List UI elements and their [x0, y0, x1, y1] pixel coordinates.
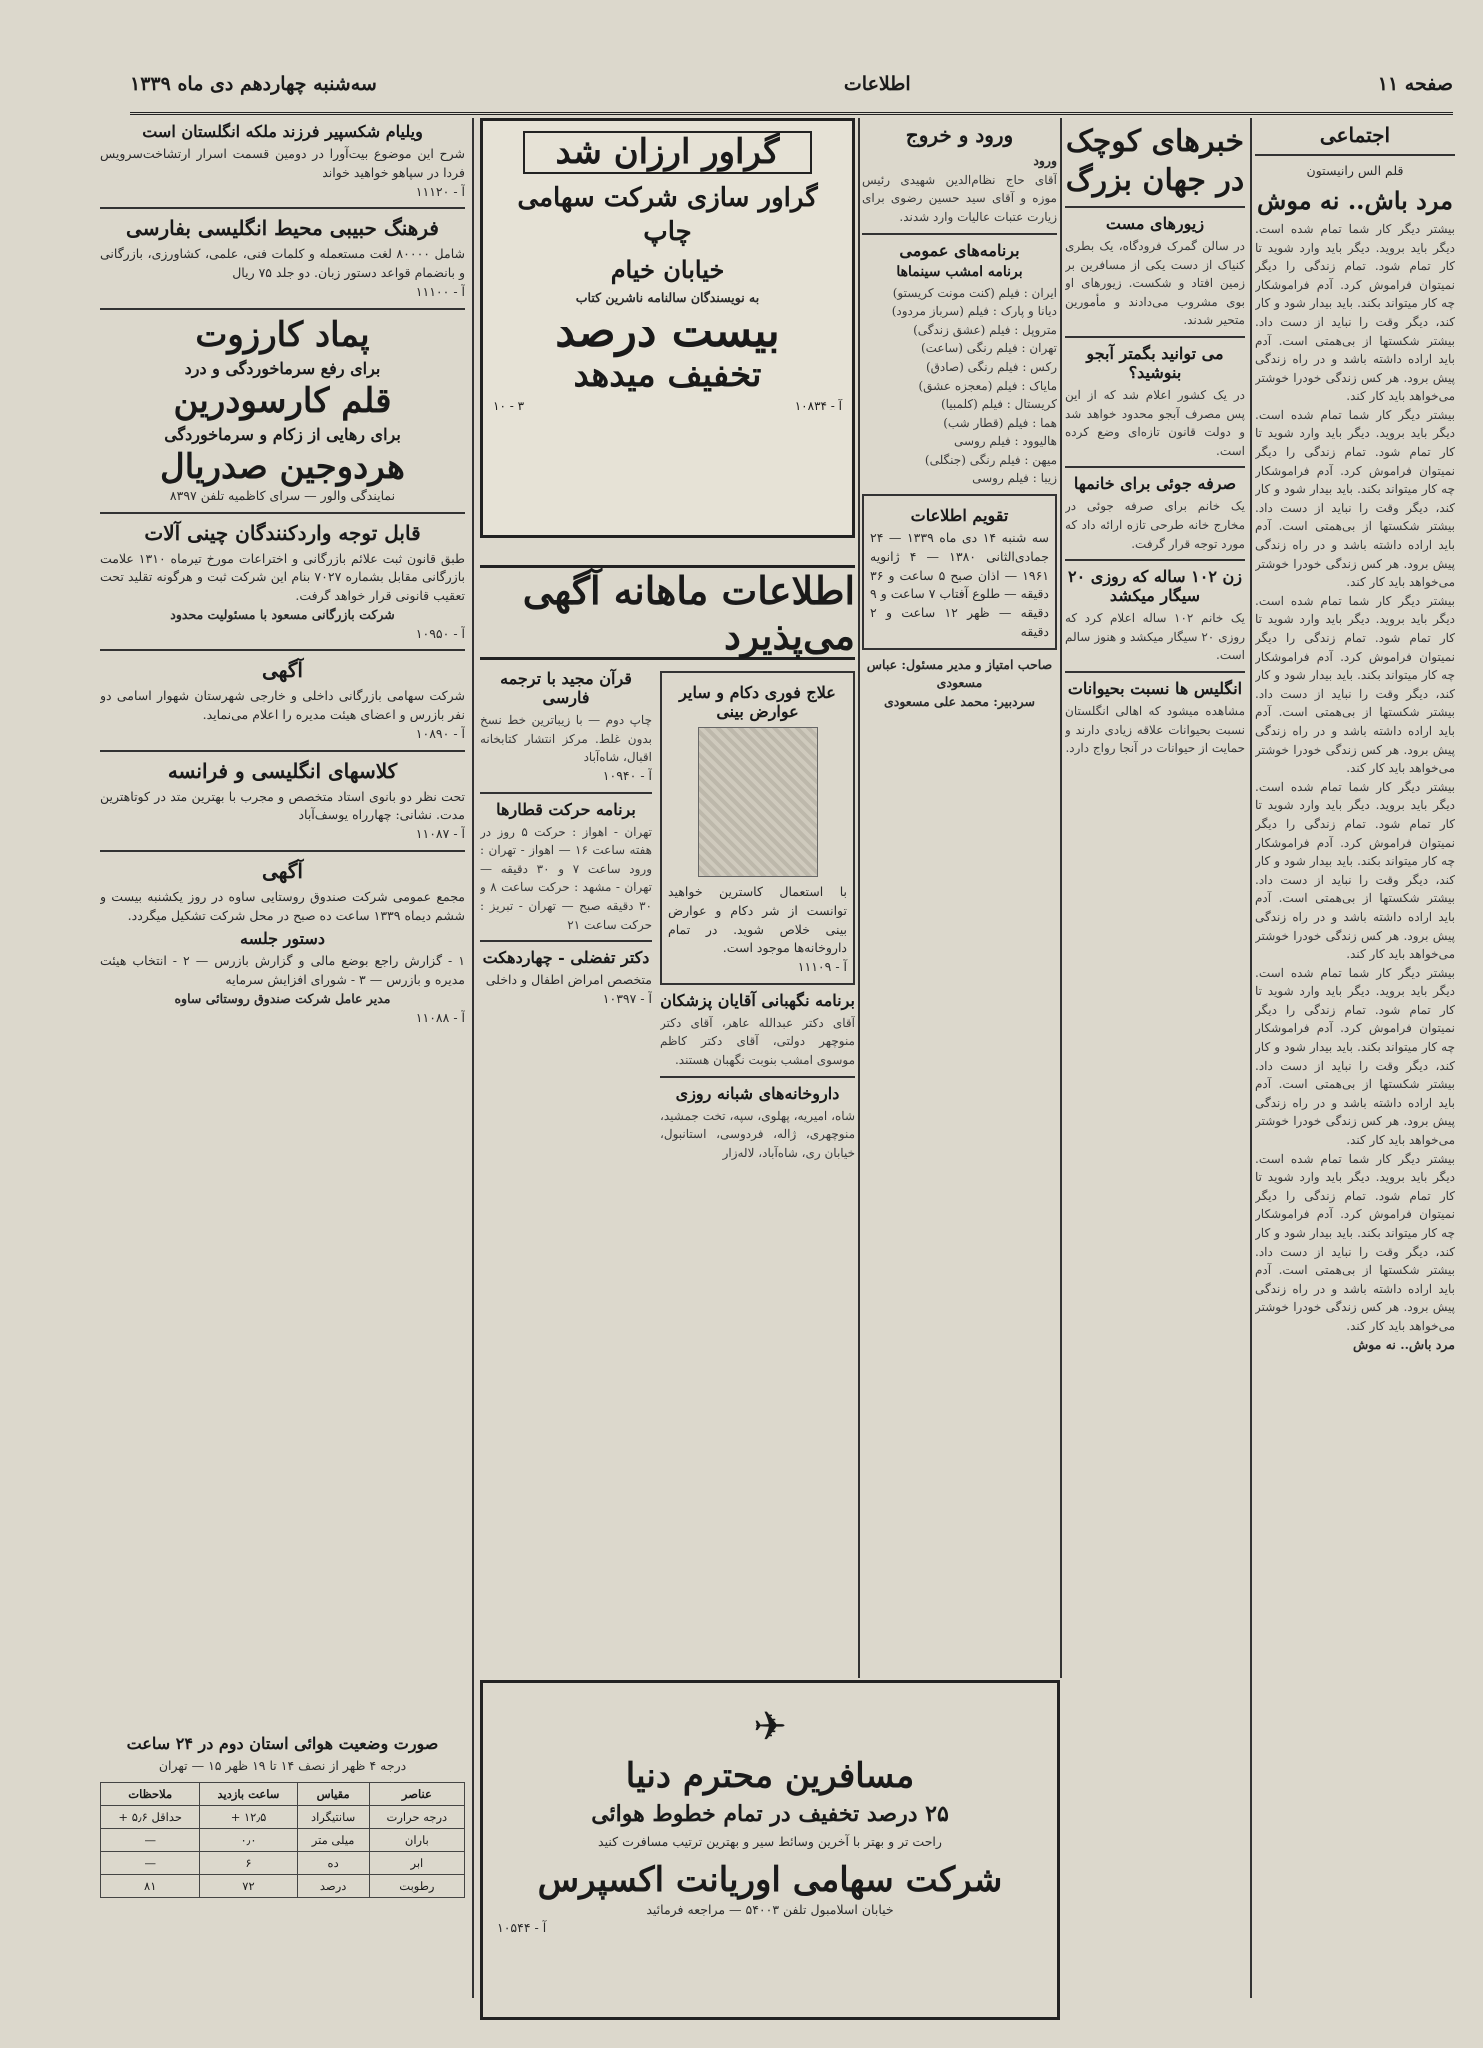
ad-body: شرح این موضوع بیت‌آورا در دومین قسمت اسرار ارتشاخت‌سرویس فردا در سپاهو خواهید خواند — [100, 146, 465, 180]
remedy-body: با استعمال کاسترین خواهید توانست از شر دکام و عوارض بینی خلاص شوید. در تمام داروخانه‌ها موجود است. — [668, 884, 847, 956]
subsection: ورود — [1033, 153, 1057, 168]
column-rule — [1250, 118, 1252, 1998]
quran-ref: آ - ۱۰۹۴۰ — [602, 767, 652, 783]
ad-body: شرکت سهامی بازرگانی داخلی و خارجی شهرستان شهوار اسامی دو نفر بازرس و اعضای هیئت مدیره را اعلام می‌نماید. — [100, 688, 465, 723]
cinema-item: تهران : فیلم رنگی (ساعت) — [920, 341, 1057, 356]
doctor-ad-body: متخصص امراض اطفال و داخلی — [485, 972, 652, 988]
editor: سردبیر: محمد علی مسعودی — [883, 694, 1035, 710]
trains-title: برنامه حرکت قطارها — [496, 799, 636, 819]
table-header: ساعت بازدید — [200, 1782, 297, 1805]
ad-title: پماد کارزوت — [195, 314, 370, 355]
remedy-ref: آ - ۱۱۱۰۹ — [797, 959, 847, 974]
divider — [1255, 154, 1455, 156]
publisher: صاحب امتیاز و مدیر مسئول: عباس مسعودی — [866, 656, 1053, 691]
weather-title: صورت وضعیت هوائی استان دوم در ۲۴ ساعت — [126, 1734, 439, 1753]
cinema-item: کریستال : فیلم (کلمبیا) — [940, 397, 1057, 412]
travel-ref: آ - ۱۰۵۴۴ — [497, 1920, 547, 1936]
column-arrivals — [862, 118, 1057, 1738]
page-header — [130, 55, 1453, 115]
ad-line: تخفیف میدهد — [573, 355, 762, 396]
ad-ref: آ - ۱۰۹۵۰ — [415, 625, 465, 641]
calendar-body: سه شنبه ۱۴ دی ماه ۱۳۳۹ — ۲۴ جمادی‌الثانی ۱۳۸۰ — ۴ ژانویه ۱۹۶۱ — اذان صبح ۵ ساعت و ۳۶ دقیقه — طلوع آفتاب ۷ ساعت و ۹ دقیقه — ظهر ۱۲ ساعت و ۲ دقیقه — [870, 530, 1050, 639]
travel-company: شرکت سهامی اوریانت اکسپرس — [537, 1860, 1003, 1901]
divider — [862, 233, 1057, 235]
table-cell: — — [101, 1851, 200, 1874]
news-headline: زن ۱۰۲ ساله که روزی ۲۰ سیگار میکشد — [1068, 567, 1242, 606]
divider — [100, 512, 465, 514]
ad-title: کلاسهای انگلیسی و فرانسه — [167, 758, 398, 783]
cinema-item: متروپل : فیلم (عشق زندگی) — [913, 322, 1057, 337]
ad-line: گراور سازی شرکت سهامی چاپ — [517, 183, 818, 247]
table-cell: ۱۲٫۵ + — [200, 1805, 297, 1828]
ad-body: طبق قانون ثبت علائم بازرگانی و اختراعات مورخ تیرماه ۱۳۱۰ علامت بازرگانی مقابل بشماره ۷۰۲۷ بنام این شرکت ثبت و هرگونه تقلید تحت تعقیب قانونی قرار خواهد گرفت. — [100, 550, 465, 604]
ad-title: هردوجین صدریال — [160, 446, 405, 487]
table-row — [101, 1851, 465, 1874]
ad-ref: آ - ۱۱۰۸۸ — [415, 1009, 465, 1025]
weather-report — [100, 1730, 465, 2000]
ad-ref: آ - ۱۱۰۸۷ — [415, 826, 465, 842]
paper-name: اطلاعات — [843, 72, 911, 95]
monthly-ad-banner: اطلاعات ماهانه آگهی می‌پذیرد — [480, 565, 855, 660]
cinema-item: زیبا : فیلم روسی — [972, 471, 1057, 486]
table-cell: سانتیگراد — [297, 1805, 369, 1828]
table-cell: ۰٫۰ — [200, 1828, 297, 1851]
ad-title: آگهی — [262, 658, 303, 683]
travel-line: ۲۵ درصد تخفیف در تمام خطوط هوائی — [591, 1801, 949, 1828]
table-header: عناصر — [369, 1782, 464, 1805]
ad-ref: آ - ۱۱۱۲۰ — [415, 183, 465, 199]
airplane-icon: ✈ — [753, 1704, 787, 1750]
table-cell: ۷۲ — [200, 1874, 297, 1897]
cinema-item: ایران : فیلم (کنت مونت کریستو) — [892, 285, 1057, 300]
ad-title: ویلیام شکسپیر فرزند ملکه انگلستان است — [142, 122, 423, 141]
table-cell: باران — [369, 1828, 464, 1851]
ad-signature: شرکت بازرگانی مسعود با مسئولیت محدود — [170, 606, 395, 622]
cinema-item: دیانا و پارک : فیلم (سرباز مردود) — [891, 304, 1057, 319]
issue-date: سه‌شنبه چهاردهم دی ماه ۱۳۳۹ — [130, 72, 377, 95]
news-headline: صرفه جوئی برای خانمها — [1073, 474, 1237, 494]
divider — [100, 207, 465, 209]
table-header: ملاحظات — [101, 1782, 200, 1805]
travel-address: خیابان اسلامبول تلفن ۵۴۰۰۳ — مراجعه فرمائید — [646, 1901, 894, 1917]
table-cell: — — [101, 1828, 200, 1851]
cinema-item: رکس : فیلم رنگی (صادق) — [925, 359, 1057, 374]
ad-body: مجمع عمومی شرکت صندوق روستایی ساوه در روز یکشنبه بیست و ششم دیماه ۱۳۳۹ ساعت ده صبح در محل شرکت تشکیل میگردد. — [100, 888, 465, 923]
divider — [1065, 466, 1245, 468]
doctor-ad-ref: آ - ۱۰۳۹۷ — [602, 990, 652, 1006]
article-headline: مرد باش.. نه موش — [1257, 185, 1453, 215]
divider — [100, 750, 465, 752]
divider — [480, 792, 652, 794]
divider — [660, 1076, 855, 1078]
programs-title: برنامه‌های عمومی — [899, 240, 1020, 260]
column-rule — [1060, 118, 1062, 1678]
weather-subtitle: درجه ۴ ظهر از نصف ۱۴ تا ۱۹ ظهر ۱۵ — تهران — [158, 1758, 407, 1773]
doctors-title: برنامه نگهبانی آقایان پزشکان — [660, 990, 855, 1010]
article-byline: قلم الس رانیستون — [1306, 163, 1404, 178]
column-social — [1255, 118, 1455, 1998]
pharmacy-title: داروخانه‌های شبانه روزی — [675, 1083, 840, 1103]
article-body: بیشتر دیگر کار شما تمام شده است. دیگر باید بروید. دیگر باید وارد شوید تا کار تمام شود. تمام زندگی را دیگر نمیتوان فراموش کرد. آدم فراموشکار چه کار میتواند بکند. باید بیدار شود و کار کند، دیگر وقت را نباید از دست داد. بیشتر شکستها از بی‌همتی است. آدم باید اراده داشته باشد و در راه زندگی پیش برود. هر کس زندگی خودرا خوشتر می‌خواهد باید کار کند. — [1255, 221, 1455, 404]
article-body: بیشتر دیگر کار شما تمام شده است. دیگر باید بروید. دیگر باید وارد شوید تا کار تمام شود. تمام زندگی را دیگر نمیتوان فراموش کرد. آدم فراموشکار چه کار میتواند بکند. باید بیدار شود و کار کند، دیگر وقت را نباید از دست داد. بیشتر شکستها از بی‌همتی است. آدم باید اراده داشته باشد و در راه زندگی پیش برود. هر کس زندگی خودرا خوشتر می‌خواهد باید کار کند. — [1255, 407, 1455, 590]
divider — [1065, 206, 1245, 208]
table-cell: رطوبت — [369, 1874, 464, 1897]
ad-body: نمایندگی والور — سرای کاظمیه تلفن ۸۳۹۷ — [169, 487, 396, 503]
ad-signature: مدیر عامل شرکت صندوق روستائی ساوه — [174, 990, 391, 1006]
arrivals-body: آقای حاج نظام‌الدین شهیدی رئیس موزه و آقای سید حسین رضوی برای زیارت عتبات عالیات وارد شدند. — [862, 172, 1057, 224]
cinema-title: برنامه امشب سینماها — [896, 263, 1023, 280]
page-number: صفحه ۱۱ — [1377, 72, 1453, 95]
article-body: بیشتر دیگر کار شما تمام شده است. دیگر باید بروید. دیگر باید وارد شوید تا کار تمام شود. تمام زندگی را دیگر نمیتوان فراموش کرد. آدم فراموشکار چه کار میتواند بکند. باید بیدار شود و کار کند، دیگر وقت را نباید از دست داد. بیشتر شکستها از بی‌همتی است. آدم باید اراده داشته باشد و در راه زندگی پیش برود. هر کس زندگی خودرا خوشتر می‌خواهد باید کار کند. — [1255, 1151, 1455, 1333]
pharmacy-body: شاه، امیریه، پهلوی، سپه، تخت جمشید، منوچهری، ژاله، فردوسی، استانبول، خیابان ری، شاه‌آباد، لاله‌زار — [660, 1108, 855, 1160]
ad-ref: آ - ۱۱۱۰۰ — [415, 283, 465, 299]
remedy-image — [698, 727, 818, 877]
section-title: ورود و خروج — [905, 123, 1014, 147]
divider — [1065, 336, 1245, 338]
ad-ref: آ - ۱۰۸۳۴ — [794, 399, 842, 414]
table-cell: ابر — [369, 1851, 464, 1874]
section-title: خبرهای کوچک در جهان بزرگ — [1065, 124, 1245, 198]
table-cell: ده — [297, 1851, 369, 1874]
news-body: یک خانم برای صرفه جوئی در مخارج خانه طرحی تازه ارائه داد که مورد توجه قرار گرفت. — [1065, 499, 1245, 551]
engraving-ad — [480, 118, 855, 538]
remedy-ad — [660, 671, 855, 985]
weather-table — [100, 1782, 465, 1898]
ad-body: شامل ۸۰۰۰۰ لغت مستعمله و کلمات فنی، علمی، کشاورزی، بازرگانی و بانضمام قواعد دستور زبان. دو جلد ۷۵ ریال — [100, 246, 465, 280]
quran-title: قرآن مجید با ترجمه فارسی — [500, 669, 632, 707]
cinema-item: هما : فیلم (قطار شب) — [943, 415, 1057, 430]
table-cell: درصد — [297, 1874, 369, 1897]
news-headline: انگلیس ها نسبت بحیوانات — [1067, 678, 1243, 698]
divider — [480, 940, 652, 942]
ad-title: فرهنگ حبیبی محیط انگلیسی بفارسی — [126, 216, 439, 241]
table-cell: ۶ — [200, 1851, 297, 1874]
news-body: در یک کشور اعلام شد که از این پس مصرف آبجو محدود خواهد شد و دولت قانون تازه‌ای وضع کرده است. — [1065, 387, 1245, 458]
ad-title: قابل توجه واردکنندگان چینی آلات — [144, 520, 421, 545]
travel-headline: مسافرین محترم دنیا — [625, 1756, 915, 1796]
news-body: یک خانم ۱۰۲ ساله اعلام کرد که روزی ۲۰ سیگار میکشد و هنوز سالم است. — [1065, 611, 1245, 663]
doctors-body: آقای دکتر عبدالله عاهر، آقای دکتر منوچهر دولتی، آقای دکتر کاظم موسوی امشب بنوبت نگهبان هستند. — [660, 1015, 855, 1067]
column-rule — [472, 118, 474, 1998]
divider — [100, 649, 465, 651]
ad-subtitle: دستور جلسه — [240, 929, 325, 949]
cinema-item: مایاک : فیلم (معجزه عشق) — [918, 378, 1057, 393]
table-cell: ۸۱ — [101, 1874, 200, 1897]
travel-line: راحت تر و بهتر با آخرین وسائط سیر و بهترین ترتیب مسافرت کنید — [598, 1833, 942, 1849]
travel-ad — [480, 1680, 1060, 2020]
cinema-item: هالیوود : فیلم روسی — [953, 434, 1057, 449]
table-row — [101, 1805, 465, 1828]
table-cell: حداقل ۵٫۶ + — [101, 1805, 200, 1828]
article-body: بیشتر دیگر کار شما تمام شده است. دیگر باید بروید. دیگر باید وارد شوید تا کار تمام شود. تمام زندگی را دیگر نمیتوان فراموش کرد. آدم فراموشکار چه کار میتواند بکند. باید بیدار شود و کار کند، دیگر وقت را نباید از دست داد. بیشتر شکستها از بی‌همتی است. آدم باید اراده داشته باشد و در راه زندگی پیش برود. هر کس زندگی خودرا خوشتر می‌خواهد باید کار کند. — [1255, 593, 1455, 776]
article-body: بیشتر دیگر کار شما تمام شده است. دیگر باید بروید. دیگر باید وارد شوید تا کار تمام شود. تمام زندگی را دیگر نمیتوان فراموش کرد. آدم فراموشکار چه کار میتواند بکند. باید بیدار شود و کار کند، دیگر وقت را نباید از دست داد. بیشتر شکستها از بی‌همتی است. آدم باید اراده داشته باشد و در راه زندگی پیش برود. هر کس زندگی خودرا خوشتر می‌خواهد باید کار کند. — [1255, 779, 1455, 962]
ad-body: تحت نظر دو بانوی استاد متخصص و مجرب با بهترین متد در کوتاهترین مدت. نشانی: چهارراه یوسف‌آباد — [100, 788, 465, 823]
ad-discount: بیست درصد — [555, 305, 780, 357]
table-cell: درجه حرارت — [369, 1805, 464, 1828]
ad-body: برای رفع سرماخوردگی و درد — [184, 358, 381, 378]
ad-title: قلم کارسودرین — [173, 380, 392, 421]
quran-body: چاپ دوم — با زیباترین خط نسخ بدون غلط. مرکز انتشار کتابخانه اقبال، شاه‌آباد — [480, 713, 652, 765]
doctor-ad-title: دکتر تفضلی - چهاردهکت — [482, 948, 650, 968]
column-rule — [858, 118, 860, 1678]
divider — [1065, 559, 1245, 561]
news-headline: زیورهای مست — [1105, 214, 1205, 233]
ad-body: برای رهایی از زکام و سرماخوردگی — [164, 424, 401, 444]
remedy-title: علاج فوری دکام و سایر عوارض بینی — [679, 683, 836, 721]
ad-ref: آ - ۱۰۸۹۰ — [415, 725, 465, 741]
trains-body: تهران - اهواز : حرکت ۵ روز در هفته ساعت ۱۶ — اهواز - تهران : ورود ساعت ۷ و ۳۰ دقیقه — تهران - مشهد : حرکت ساعت ۸ و ۳۰ دقیقه صبح — تهران - تبریز : حرکت ساعت ۲۱ — [480, 824, 652, 932]
news-body: مشاهده میشود که اهالی انگلستان نسبت بحیوانات علاقه زیادی دارند و حمایت از حیوانات در آنجا رواج دارد. — [1065, 703, 1245, 756]
ad-line: خیابان خیام — [610, 254, 725, 284]
news-body: در سالن گمرک فرودگاه، یک بطری کنیاک از دست یکی از مسافرین بر زمین افتاد و شکست. زیورهای او بوی مشروب می‌دادند و مأمورین متحیر شدند. — [1065, 239, 1245, 328]
ad-line: به نویسندگان سالنامه ناشرین کتاب — [575, 289, 760, 305]
ad-title: آگهی — [262, 858, 303, 883]
news-headline: می توانید بگمتر آبجو بنوشید؟ — [1086, 343, 1224, 382]
table-row — [101, 1828, 465, 1851]
column-trains — [480, 665, 652, 1675]
ad-ref: ۳ - ۱۰ — [493, 399, 525, 414]
table-header-row — [101, 1782, 465, 1805]
table-row — [101, 1874, 465, 1897]
column-ads — [100, 118, 465, 1718]
article-end: مرد باش.. نه موش — [1352, 1336, 1455, 1352]
divider — [1065, 671, 1245, 673]
ad-headline: گراور ارزان شد — [523, 131, 812, 174]
divider — [100, 308, 465, 310]
calendar-title: تقویم اطلاعات — [910, 506, 1009, 526]
column-health — [660, 665, 855, 1675]
table-header: مقیاس — [297, 1782, 369, 1805]
table-cell: میلی متر — [297, 1828, 369, 1851]
article-body: بیشتر دیگر کار شما تمام شده است. دیگر باید بروید. دیگر باید وارد شوید تا کار تمام شود. تمام زندگی را دیگر نمیتوان فراموش کرد. آدم فراموشکار چه کار میتواند بکند. باید بیدار شود و کار کند، دیگر وقت را نباید از دست داد. بیشتر شکستها از بی‌همتی است. آدم باید اراده داشته باشد و در راه زندگی پیش برود. هر کس زندگی خودرا خوشتر می‌خواهد باید کار کند. — [1255, 965, 1455, 1148]
column-small-news — [1065, 118, 1245, 1918]
calendar-box — [862, 494, 1057, 650]
divider — [100, 850, 465, 852]
section-title: اجتماعی — [1319, 123, 1391, 147]
cinema-item: میهن : فیلم رنگی (جنگلی) — [924, 452, 1057, 467]
ad-refs — [493, 399, 842, 413]
ad-body: ۱ - گزارش راجع بوضع مالی و گزارش بازرس — ۲ - انتخاب هیئت مدیره و بازرس — ۳ - شورای افزایش سرمایه — [100, 953, 465, 988]
